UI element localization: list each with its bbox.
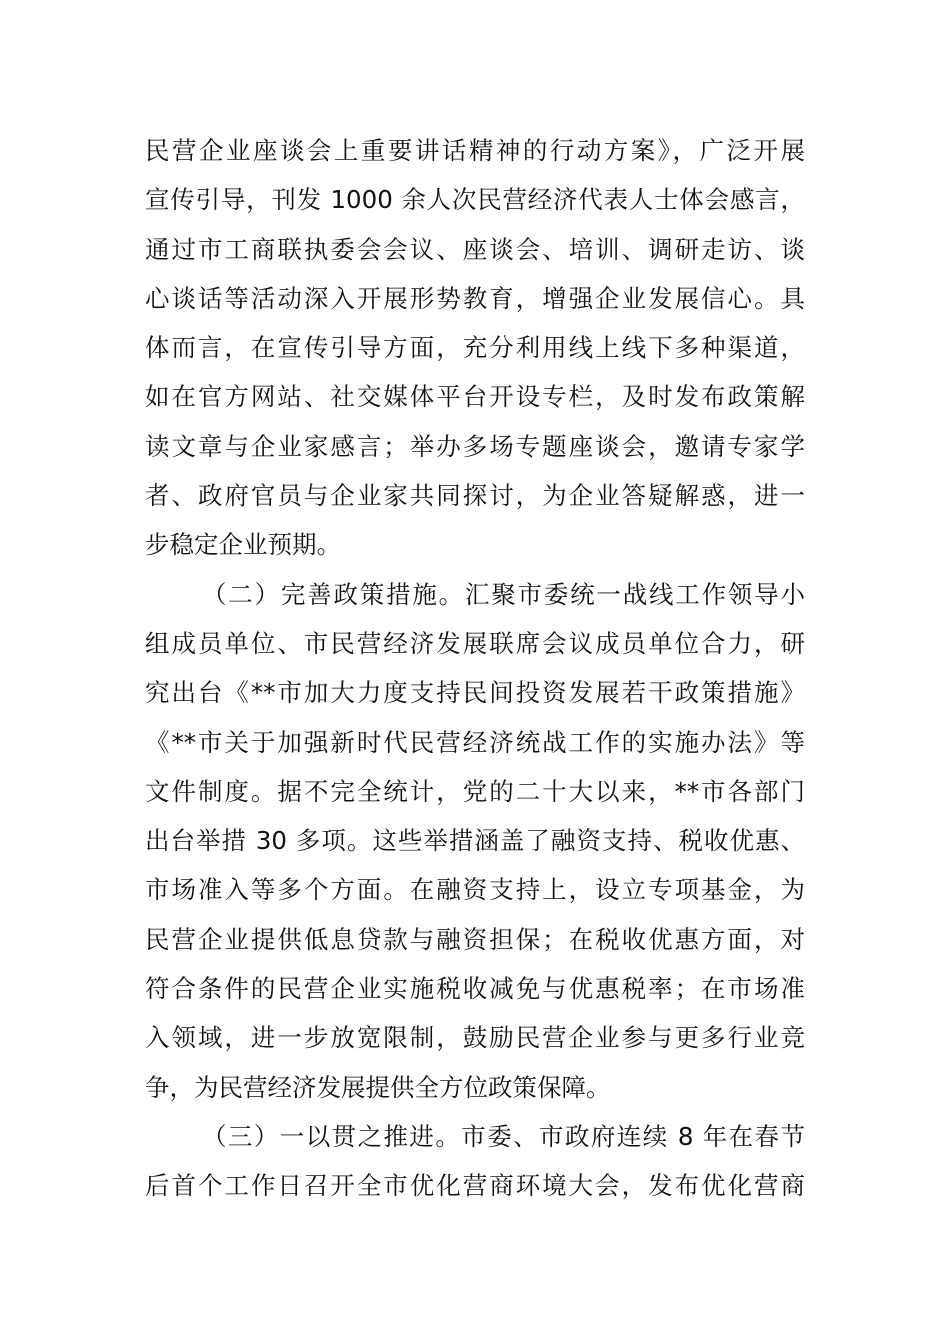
body-text [145, 126, 805, 1211]
text-line: 《**市关于加强新时代民营经济统战工作的实施办法》等 [145, 727, 805, 757]
text-line: 入领域，进一步放宽限制，鼓励民营企业参与更多行业竞 [145, 1023, 805, 1053]
text-line: 心谈话等活动深入开展形势教育，增强企业发展信心。具 [145, 283, 805, 313]
text-line: 如在官方网站、社交媒体平台开设专栏，及时发布政策解 [145, 382, 805, 412]
text-line: 出台举措 30 多项。这些举措涵盖了融资支持、税收优惠、 [145, 826, 805, 856]
text-line: 符合条件的民营企业实施税收减免与优惠税率；在市场准 [145, 974, 805, 1004]
text-line: （二）完善政策措施。汇聚市委统一战线工作领导小 [202, 579, 805, 609]
paragraph-1 [145, 126, 805, 570]
text-line: （三）一以贯之推进。市委、市政府连续 8 年在春节 [202, 1121, 805, 1151]
text-line: 民营企业提供低息贷款与融资担保；在税收优惠方面，对 [145, 924, 805, 954]
text-line: 宣传引导，刊发 1000 余人次民营经济代表人士体会感言， [145, 185, 805, 215]
paragraph-3 [145, 1112, 805, 1211]
text-line: 争，为民营经济发展提供全方位政策保障。 [145, 1072, 611, 1102]
text-line: 民营企业座谈会上重要讲话精神的行动方案》，广泛开展 [145, 136, 805, 165]
text-line: 读文章与企业家感言；举办多场专题座谈会，邀请专家学 [145, 431, 805, 461]
text-line: 究出台《**市加大力度支持民间投资发展若干政策措施》 [145, 678, 805, 708]
paragraph-2 [145, 570, 805, 1112]
text-line: 体而言，在宣传引导方面，充分利用线上线下多种渠道， [145, 333, 805, 363]
text-line: 文件制度。据不完全统计，党的二十大以来，**市各部门 [145, 776, 805, 806]
text-line: 步稳定企业预期。 [145, 530, 341, 560]
text-line: 者、政府官员与企业家共同探讨，为企业答疑解惑，进一 [145, 481, 805, 511]
text-line: 通过市工商联执委会会议、座谈会、培训、调研走访、谈 [145, 234, 805, 264]
text-line: 组成员单位、市民营经济发展联席会议成员单位合力，研 [145, 628, 805, 658]
text-line: 后首个工作日召开全市优化营商环境大会，发布优化营商 [145, 1171, 805, 1201]
text-line: 市场准入等多个方面。在融资支持上，设立专项基金，为 [145, 875, 805, 905]
